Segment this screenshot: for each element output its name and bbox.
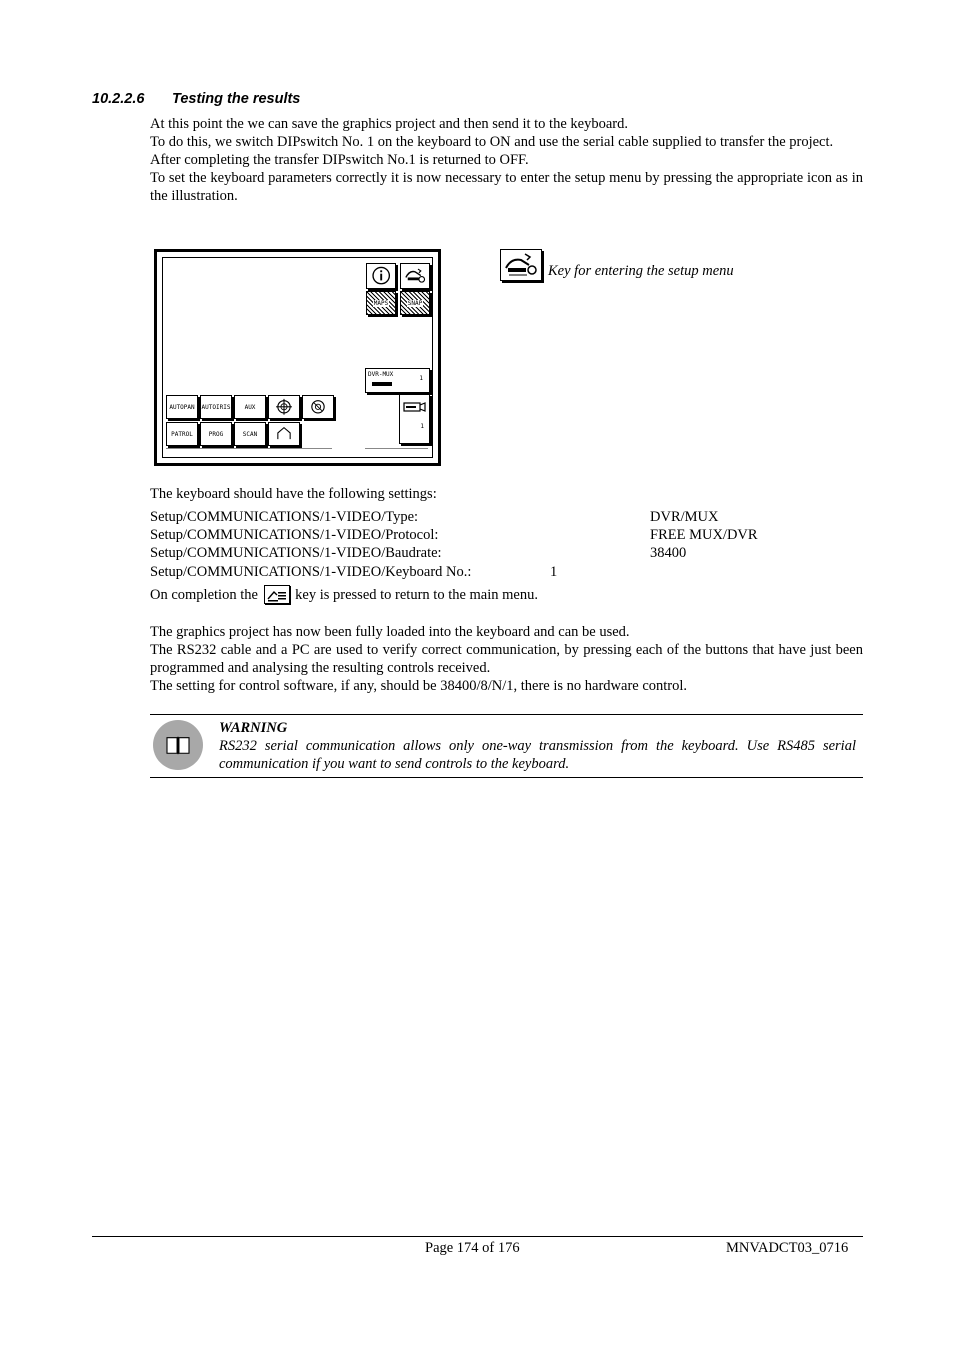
crosshair-icon	[272, 398, 296, 416]
scan-label: SCAN	[242, 430, 258, 438]
setting-path: Setup/COMMUNICATIONS/1-VIDEO/Protocol:	[150, 527, 439, 543]
setup-key-icon	[501, 250, 541, 280]
warning-bottom-rule	[150, 777, 863, 778]
warning-title: WARNING	[219, 720, 288, 736]
return-key-icon	[265, 586, 289, 603]
dvr-mux-box[interactable]	[365, 368, 430, 393]
completion-after: key is pressed to return to the main menu.	[295, 587, 538, 603]
setup-key	[500, 249, 542, 281]
aux-label: AUX	[244, 403, 256, 411]
camera-value: 1	[420, 423, 424, 430]
setup-button[interactable]	[400, 263, 430, 289]
intro-line: After completing the transfer DIPswitch No.1 is returned to OFF.	[150, 152, 529, 168]
wiper-button[interactable]	[302, 395, 334, 419]
body-line: The RS232 cable and a PC are used to verify correct communication, by pressing each of the buttons that have just been programmed and analysing the resulting controls received.	[150, 642, 863, 676]
setting-path: Setup/COMMUNICATIONS/1-VIDEO/Type:	[150, 509, 419, 525]
document-code: MNVADCT03_0716	[726, 1240, 849, 1256]
wiper-icon	[306, 398, 330, 416]
autoiris-label: AUTOIRIS	[201, 403, 231, 411]
section-heading	[92, 91, 300, 107]
camera-icon	[403, 401, 427, 413]
return-key	[264, 585, 290, 604]
autopan-label: AUTOPAN	[169, 403, 195, 411]
autopan-button[interactable]	[166, 395, 198, 419]
setting-value: 1	[550, 564, 558, 580]
body-line: The graphics project has now been fully loaded into the keyboard and can be used.	[150, 624, 630, 640]
dvr-mux-label: DVR-MUX	[368, 371, 394, 378]
dvr-mux-value: 1	[419, 375, 423, 382]
screen-divider-right	[365, 448, 428, 449]
completion-line	[150, 585, 538, 604]
book-icon	[164, 734, 192, 756]
maps-label: MAPS	[373, 299, 389, 307]
camera-box[interactable]	[399, 394, 430, 444]
warning-body: RS232 serial communication allows only one-way transmission from the keyboard. Use RS485 serial communication if you want to send controls to the keyboard.	[219, 738, 856, 772]
screen-inner-frame	[162, 257, 433, 458]
footer-rule	[92, 1236, 863, 1237]
section-title: Testing the results	[172, 91, 301, 107]
warning-icon-badge	[153, 720, 203, 770]
maps-button[interactable]	[366, 291, 396, 315]
body-text	[150, 623, 863, 695]
intro-line: To set the keyboard parameters correctly it is now necessary to enter the setup menu by pressing the appropriate icon as in the illustration.	[150, 170, 863, 204]
page-number: Page 174 of 176	[425, 1240, 520, 1256]
setting-path: Setup/COMMUNICATIONS/1-VIDEO/Baudrate:	[150, 545, 442, 561]
section-number: 10.2.2.6	[92, 91, 145, 107]
setup-key-caption: Key for entering the setup menu	[548, 263, 734, 279]
info-button[interactable]	[366, 263, 396, 289]
prog-button[interactable]	[200, 422, 232, 446]
settings-intro: The keyboard should have the following settings:	[150, 486, 437, 502]
info-icon	[370, 266, 392, 285]
screen-divider-left	[166, 448, 332, 449]
aux-button[interactable]	[234, 395, 266, 419]
setting-path: Setup/COMMUNICATIONS/1-VIDEO/Keyboard No.:	[150, 564, 472, 580]
snap-button[interactable]	[400, 291, 430, 315]
intro-text	[150, 115, 863, 205]
snap-label: SNAP	[407, 299, 423, 307]
patrol-label: PATROL	[171, 430, 193, 438]
setup-icon	[404, 266, 426, 285]
prog-label: PROG	[208, 430, 224, 438]
setting-value: DVR/MUX	[650, 509, 719, 525]
warning-top-rule	[150, 714, 863, 715]
home-icon	[272, 425, 296, 443]
setting-value: 38400	[650, 545, 687, 561]
warning-text	[219, 719, 856, 773]
completion-before: On completion the	[150, 587, 258, 603]
body-line: The setting for control software, if any, should be 38400/8/N/1, there is no hardware control.	[150, 678, 688, 694]
keyboard-screen-illustration	[154, 249, 441, 466]
target-button[interactable]	[268, 395, 300, 419]
intro-line: To do this, we switch DIPswitch No. 1 on the keyboard to ON and use the serial cable supplied to transfer the project.	[150, 134, 834, 150]
home-button[interactable]	[268, 422, 300, 446]
setting-value: FREE MUX/DVR	[650, 527, 758, 543]
patrol-button[interactable]	[166, 422, 198, 446]
intro-line: At this point the we can save the graphics project and then send it to the keyboard.	[150, 116, 628, 132]
autoiris-button[interactable]	[200, 395, 232, 419]
scan-button[interactable]	[234, 422, 266, 446]
dvr-mux-bar	[372, 382, 392, 386]
